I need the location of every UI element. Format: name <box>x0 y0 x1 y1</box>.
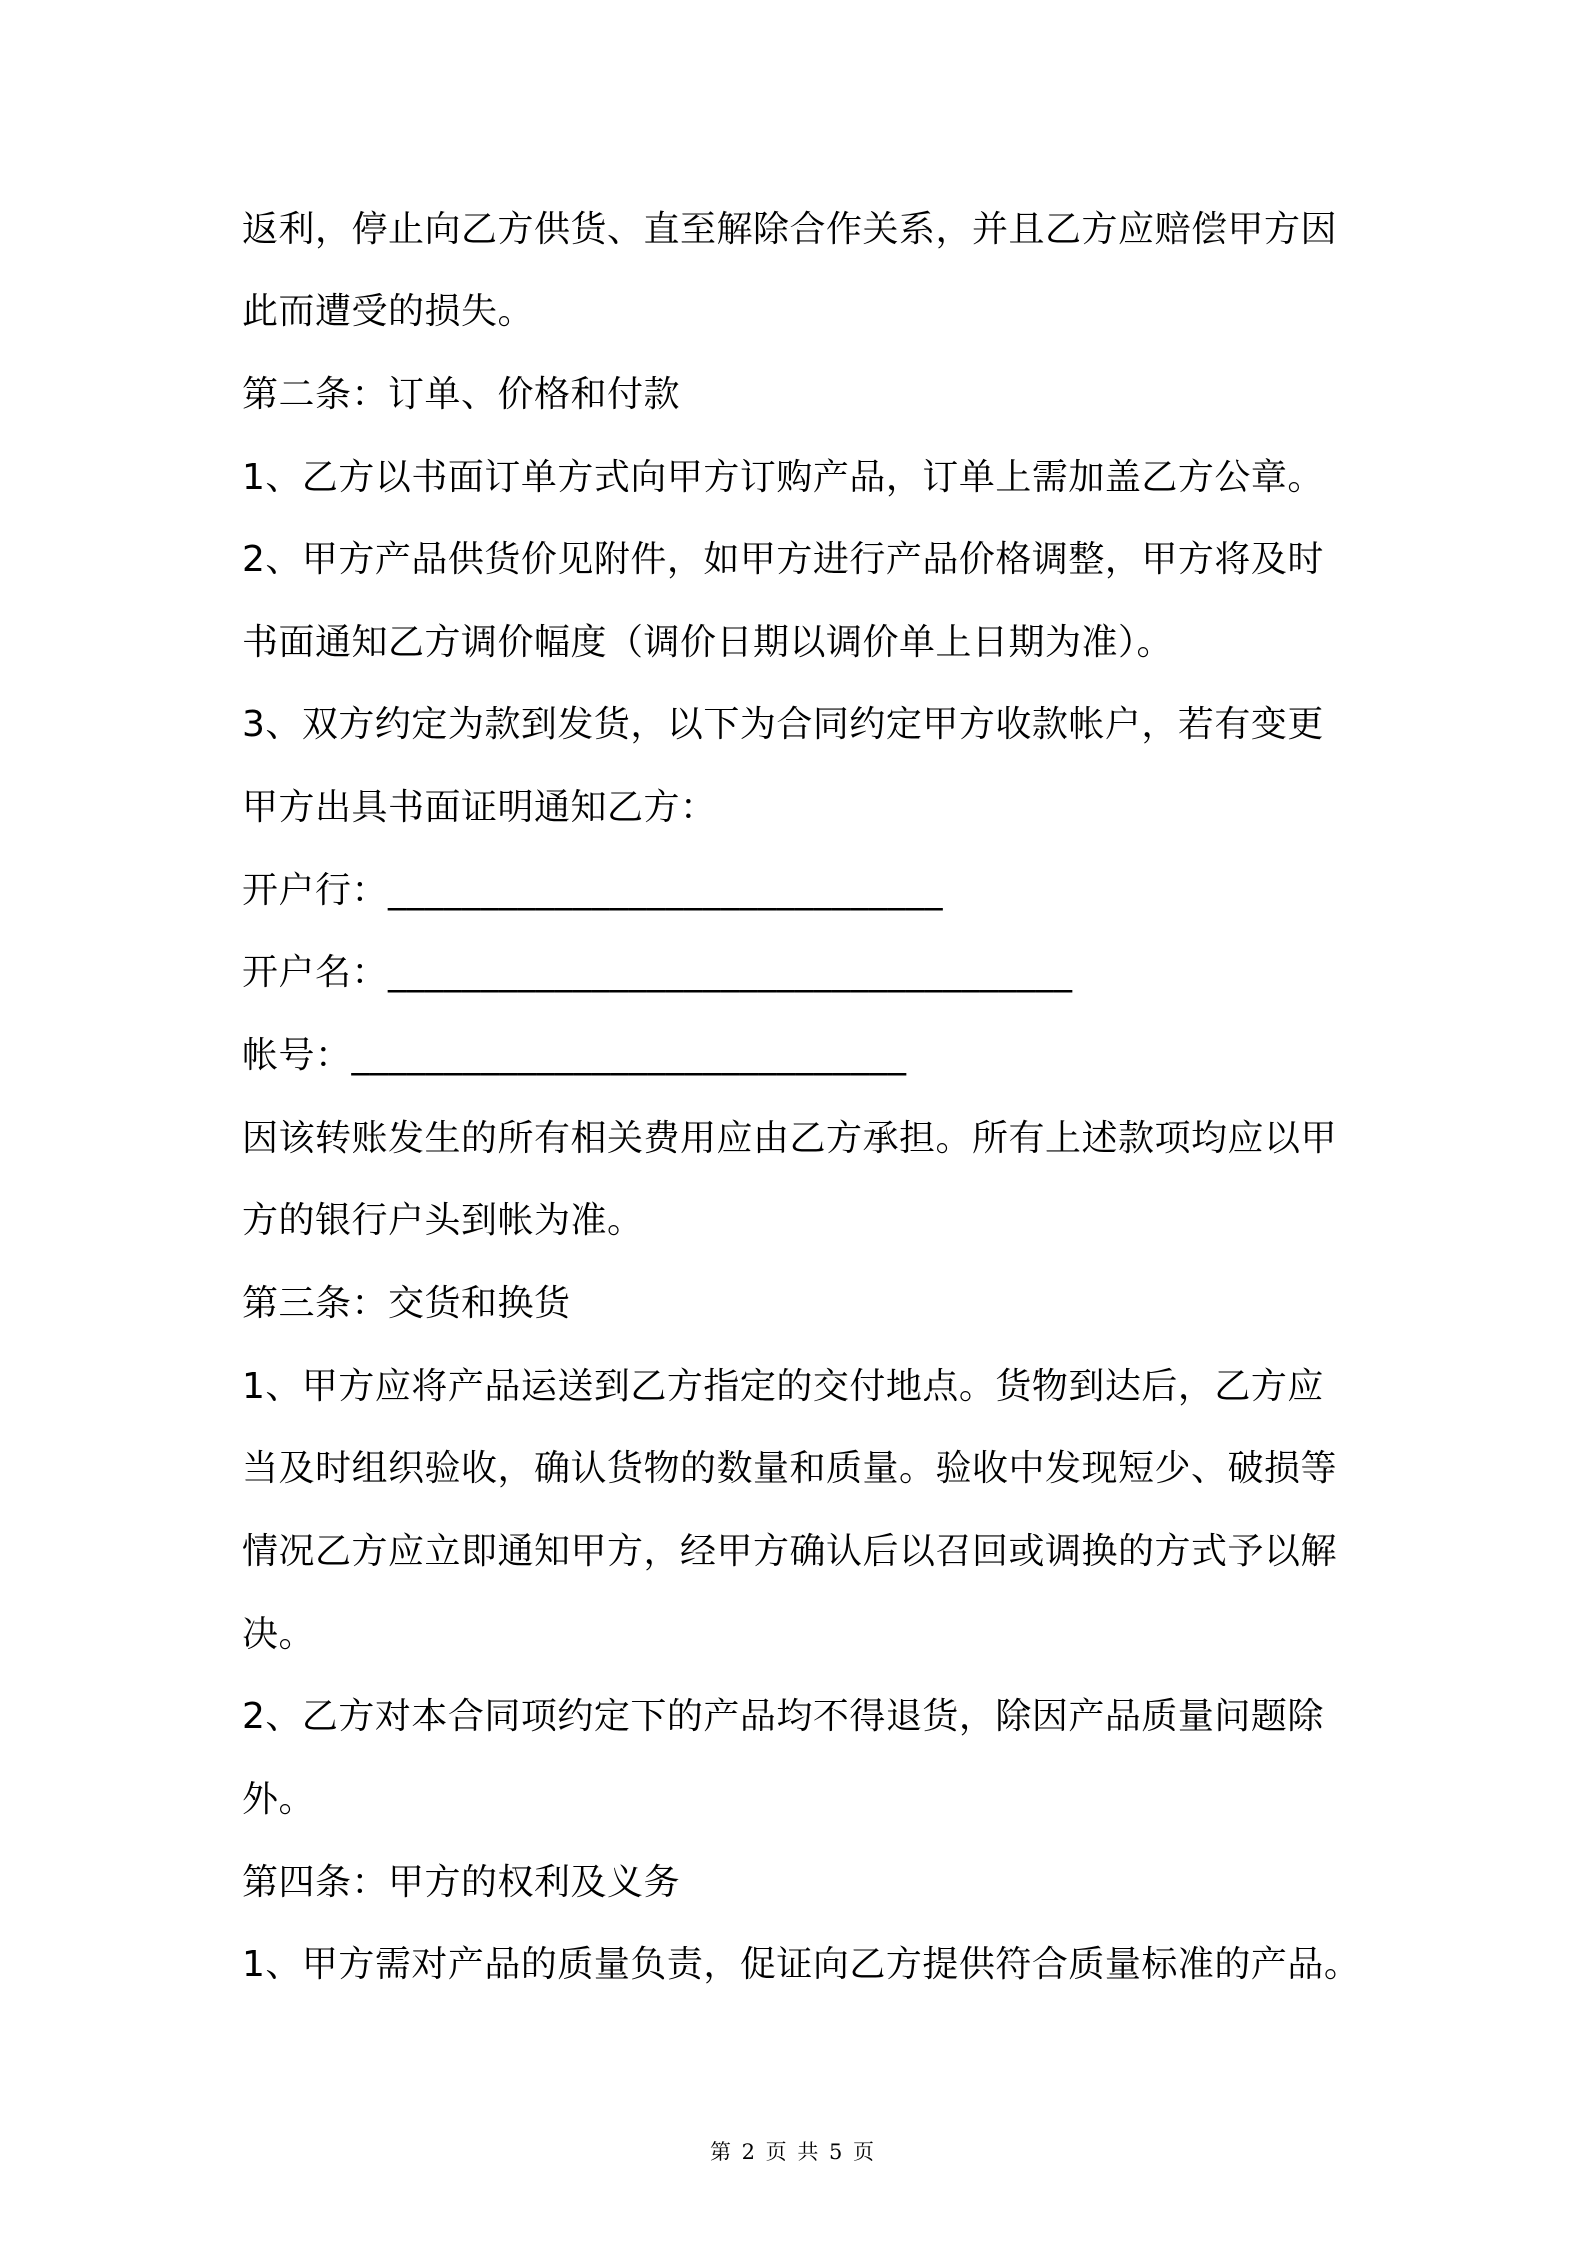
section-heading-3: 第三条：交货和换货 <box>242 1283 571 1324</box>
body-line-16: 当及时组织验收，确认货物的数量和质量。验收中发现短少、破损等 <box>242 1448 1338 1489</box>
body-line-18: 决。 <box>242 1614 316 1655</box>
body-line-4: 1、乙方以书面订单方式向甲方订购产品，订单上需加盖乙方公章。 <box>242 457 1324 498</box>
account-name-field: 开户名：_____________________________________ <box>242 952 1073 993</box>
body-line-8: 甲方出具书面证明通知乙方： <box>242 787 717 828</box>
body-line-15: 1、甲方应将产品运送到乙方指定的交付地点。货物到达后，乙方应 <box>242 1366 1324 1407</box>
body-line-20: 外。 <box>242 1779 316 1820</box>
bank-name-field: 开户行：______________________________ <box>242 870 944 911</box>
section-heading-2: 第二条：订单、价格和付款 <box>242 374 681 415</box>
account-number-field: 帐号：______________________________ <box>242 1035 907 1076</box>
body-line-5: 2、甲方产品供货价见附件，如甲方进行产品价格调整，甲方将及时 <box>242 539 1324 580</box>
body-line-17: 情况乙方应立即通知甲方，经甲方确认后以召回或调换的方式予以解 <box>242 1531 1338 1572</box>
body-line-1: 返利，停止向乙方供货、直至解除合作关系，并且乙方应赔偿甲方因 <box>242 209 1338 250</box>
body-line-12: 因该转账发生的所有相关费用应由乙方承担。所有上述款项均应以甲 <box>242 1118 1338 1159</box>
page-number-footer: 第 2 页 共 5 页 <box>709 2140 877 2164</box>
body-line-7: 3、双方约定为款到发货，以下为合同约定甲方收款帐户，若有变更 <box>242 704 1324 745</box>
body-line-2: 此而遭受的损失。 <box>242 291 535 332</box>
body-line-19: 2、乙方对本合同项约定下的产品均不得退货，除因产品质量问题除 <box>242 1696 1324 1737</box>
body-line-13: 方的银行户头到帐为准。 <box>242 1200 644 1241</box>
body-line-6: 书面通知乙方调价幅度（调价日期以调价单上日期为准）。 <box>242 622 1174 663</box>
section-heading-4: 第四条：甲方的权利及义务 <box>242 1862 681 1903</box>
body-line-22: 1、甲方需对产品的质量负责，促证向乙方提供符合质量标准的产品。 <box>242 1944 1361 1985</box>
